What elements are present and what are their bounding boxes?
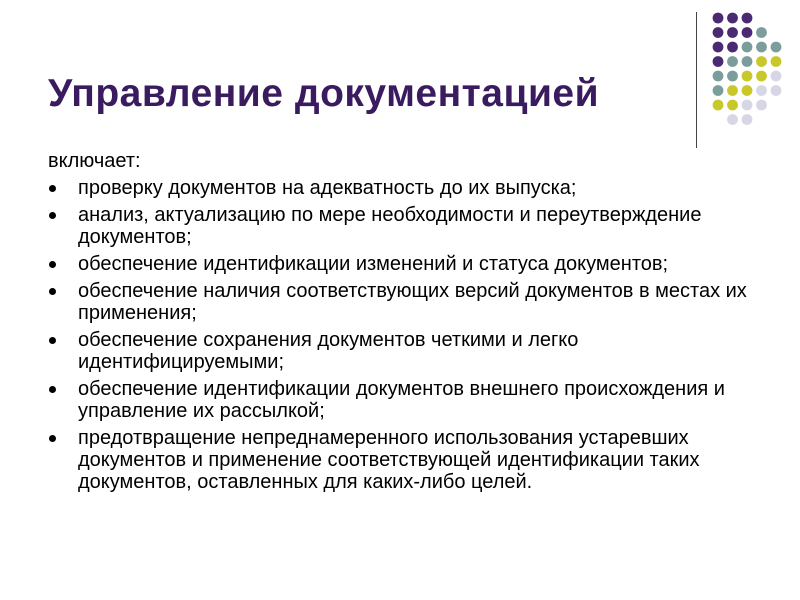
bullet-icon (49, 435, 56, 442)
decor-dot (713, 13, 724, 24)
decor-dot (756, 42, 767, 53)
bullet-icon (49, 212, 56, 219)
decor-dot (727, 56, 738, 67)
list-item (48, 427, 768, 493)
decor-dot (771, 56, 782, 67)
bullet-icon (49, 261, 56, 268)
title-divider (696, 12, 697, 148)
decor-dot (742, 27, 753, 38)
list-item (48, 378, 768, 422)
decor-dot (727, 100, 738, 111)
list-item-text: предотвращение непреднамеренного использования устаревших документов и применение соответствующей идентификации таких документов, оставленных для каких-либо целей. (78, 427, 700, 493)
list-item-text: проверку документов на адекватность до их выпуска; (78, 177, 577, 199)
list-item (48, 177, 768, 199)
decor-dot (756, 27, 767, 38)
decor-dot (771, 71, 782, 82)
slide-body (48, 150, 768, 498)
decor-dot (713, 85, 724, 96)
decor-dot (727, 85, 738, 96)
decor-dot (771, 85, 782, 96)
decor-dot (713, 42, 724, 53)
list-item (48, 280, 768, 324)
decor-dot (756, 85, 767, 96)
slide-title: Управление документацией (48, 72, 600, 115)
decor-dot (742, 71, 753, 82)
bullet-icon (49, 288, 56, 295)
decor-dot (727, 42, 738, 53)
list-item-text: обеспечение сохранения документов четкими и легко идентифицируемыми; (78, 329, 579, 373)
decor-dot (742, 85, 753, 96)
decor-dot (713, 27, 724, 38)
bullet-icon (49, 185, 56, 192)
list-item-text: обеспечение идентификации изменений и статуса документов; (78, 253, 669, 275)
decor-dot (713, 71, 724, 82)
decor-dot (727, 13, 738, 24)
decor-dot (727, 114, 738, 125)
decor-dot (742, 100, 753, 111)
list-item (48, 253, 768, 275)
decor-dot (727, 71, 738, 82)
bullet-icon (49, 386, 56, 393)
decor-dot (756, 100, 767, 111)
decor-dot (742, 13, 753, 24)
decor-dot (756, 71, 767, 82)
decor-dot (742, 114, 753, 125)
decor-dot (713, 56, 724, 67)
decor-dot (713, 100, 724, 111)
list-item (48, 329, 768, 373)
decor-dot (756, 56, 767, 67)
list-item-text: анализ, актуализацию по мере необходимости и переутверждение документов; (78, 204, 702, 248)
decor-dot (771, 42, 782, 53)
list-item (48, 204, 768, 248)
decor-dot (727, 27, 738, 38)
decor-dot (742, 56, 753, 67)
list-item-text: обеспечение идентификации документов внешнего происхождения и управление их рассылкой; (78, 378, 725, 422)
decor-dot (742, 42, 753, 53)
list-item-text: обеспечение наличия соответствующих версий документов в местах их применения; (78, 280, 747, 324)
intro-text: включает: (48, 150, 141, 172)
bullet-icon (49, 337, 56, 344)
bullet-list (48, 177, 768, 493)
